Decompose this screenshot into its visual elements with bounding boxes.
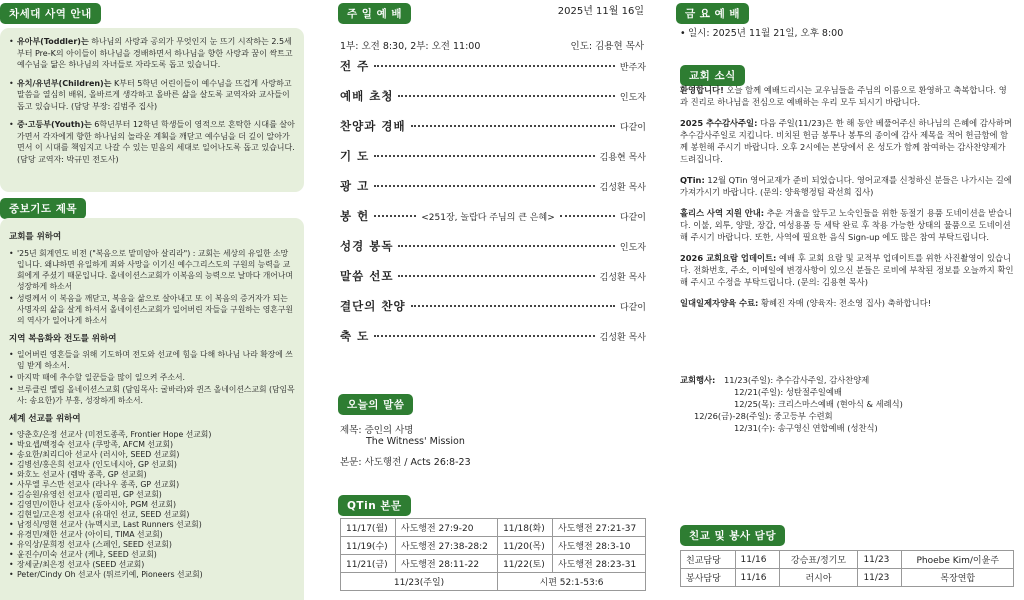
missionary-item: • 사무엘 루스만 선교사 (라나우 종족, GP 선교회)	[9, 480, 295, 490]
missionary-item: • 장세균/최은정 선교사 (SEED 선교회)	[9, 560, 295, 570]
news-item-text: 황혜진 자매 (양육자: 전소영 집사) 축하합니다!	[758, 298, 932, 308]
news-item-head: 2025 추수감사주일:	[680, 118, 758, 128]
news-item-head: 홀리스 사역 지원 안내:	[680, 208, 765, 218]
order-person: 김성환 목사	[599, 333, 646, 343]
missionary-item: • 송요한/최리디아 선교사 (러시아, SEED 선교회)	[9, 450, 295, 460]
order-title: 기 도	[340, 149, 370, 163]
order-title: 봉 헌	[340, 209, 370, 223]
order-person: 김용현 목사	[599, 153, 646, 163]
news-badge: 교회 소식	[680, 65, 745, 86]
qtin-date: 11/20(목)	[498, 537, 553, 555]
region-prayer-item: • 마지막 때에 추수할 일꾼들을 많이 일으켜 주소서.	[9, 372, 295, 383]
order-row	[340, 178, 646, 208]
missionary-item: • 남정식/영현 선교사 (뉴멕시코, Last Runners 선교회)	[9, 520, 295, 530]
nextgen-item	[9, 78, 295, 113]
news-item	[680, 297, 1014, 309]
duty-cell: 11/23	[858, 551, 902, 569]
order-person: 다같이	[619, 303, 646, 313]
qtin-passage: 사도행전 28:23-31	[552, 555, 645, 573]
missionary-item: • 김승원/유영선 선교사 (필리핀, GP 선교회)	[9, 490, 295, 500]
duty-row	[681, 569, 1014, 587]
order-person: 인도자	[619, 93, 646, 103]
news-item-text: 추운 겨울을 앞두고 노숙인들을 위한 동절기 용품 도네이션을 받습니다. 이불, 외투, 양말, 장갑, 여성용품 등 세탁 완료 후 착용 가능한 상태의 물품으로 도네이션해 주시기 바랍니다. 또한, 사역에 필요한 음식 Sign-up 에도 많은 참여 부탁드립니다.	[680, 208, 1013, 242]
missionary-item: • 양춘호/은정 선교사 (미전도종족, Frontier Hope 선교회)	[9, 430, 295, 440]
news-item-text: 12월 QTin 영어교재가 준비 되었습니다. 영어교재를 신청하신 분들은 나가시는 길에 가져가시기 바랍니다. (문의: 양육행정팀 곽선희 집사)	[680, 175, 1012, 197]
friday-info-text: 일시: 2025년 11월 21일, 오후 8:00	[688, 28, 844, 39]
nextgen-item-text: 6학년부터 12학년 학생들이 영적으로 혼탁한 시대를 살아가면서 각자에게 향한 하나님의 놀라운 계획을 깨닫고 예수님을 더 깊이 알아가면서 이 시대를 책임지고 나갈 수 있는 믿음의 세대로 일어나도록 돕고 있습니다. (담당 교역자: 박규민 전도사)	[17, 120, 295, 164]
duty-cell: 11/23	[858, 569, 902, 587]
duty-cell: 친교담당	[681, 551, 736, 569]
sermon-scripture: 본문: 사도행전 / Acts 26:8-23	[340, 457, 471, 468]
church-prayer-item: • '25년 회계연도 비전 ("복음으로 맡미암아 살리라") : 교회는 세상의 유일한 소망입니다. 왜냐하면 유일하게 죄와 사망을 이기신 예수그리스도의 구원의 능력을 교회에게 주셨기 때문입니다. 올네이션스교회가 이복음의 능력으로 날마다 개어나며 성장하게 하소서	[9, 248, 295, 292]
missionary-item: • 유경민/채한 선교사 (아이티, TIMA 선교회)	[9, 530, 295, 540]
qtin-table	[340, 518, 646, 591]
nextgen-item	[9, 119, 295, 165]
qtin-badge: QTin 본문	[338, 495, 411, 516]
order-row	[340, 88, 646, 118]
order-person: 인도자	[619, 243, 646, 253]
nextgen-item-head: 유아부(Toddler)는	[17, 37, 89, 46]
order-title: 예배 초청	[340, 89, 394, 103]
news-item-head: QTin:	[680, 175, 705, 185]
duty-cell: 목장연합	[902, 569, 1014, 587]
nextgen-item-head: 유치/유년부(Children)는	[17, 78, 112, 88]
sermon-title: 제목: 증인의 사명	[340, 425, 414, 436]
order-dots	[374, 185, 594, 187]
news-item-head: 환영합니다!	[680, 85, 724, 95]
duty-badge: 친교 및 봉사 담당	[680, 525, 785, 546]
qtin-date: 11/21(금)	[341, 555, 396, 573]
missionary-item: • 김영민/이한나 선교사 (동아시아, PGM 선교회)	[9, 500, 295, 510]
qtin-passage: 시편 52:1-53:6	[498, 573, 646, 591]
order-title: 성경 봉독	[340, 239, 394, 253]
order-person: 김성환 목사	[599, 273, 646, 283]
right-column	[676, 0, 1022, 582]
order-row	[340, 328, 646, 358]
qtin-row	[341, 573, 646, 591]
order-row	[340, 268, 646, 298]
news-item-text: 다음 주일(11/23)은 한 해 동안 베풀어주신 하나님의 은혜에 감사하며 추수감사주일로 지킵니다. 비치된 헌금 봉투나 봉투의 종이에 감사 제목을 적어 헌금함에 함께 봉헌해 주시기 바랍니다. 오후 2시에는 본당에서 온 성도가 함께 참여하는 감사찬양제가 드려집니다.	[680, 118, 1012, 164]
order-row	[340, 298, 646, 328]
friday-info	[680, 28, 843, 40]
missionary-list	[9, 430, 295, 580]
region-prayer-list	[9, 349, 295, 406]
duty-cell: 강승표/정기모	[779, 551, 858, 569]
duty-row	[681, 551, 1014, 569]
news-item-head: 일대일제자양육 수료:	[680, 298, 759, 308]
missionary-item: • Peter/Cindy Oh 선교사 (튀르키예, Pioneers 선교회)	[9, 570, 295, 580]
news-item	[680, 84, 1014, 108]
worship-date: 2025년 11월 16일	[557, 6, 644, 17]
events-block	[680, 374, 1014, 433]
nextgen-item-text: K부터 5학년 어린이들이 예수님을 뜨겁게 사랑하고 말씀을 열심히 배워, 올바르게 생각하고 올바른 삶을 살도록 교역자와 교사들이 돕고 있습니다. (담당 부장: 김범주 집사)	[17, 78, 292, 111]
qtin-row	[341, 555, 646, 573]
qtin-passage: 사도행전 27:21-37	[552, 519, 645, 537]
order-dots	[374, 65, 615, 67]
qtin-date: 11/17(월)	[341, 519, 396, 537]
mission-heading: 세계 선교를 위하여	[9, 414, 81, 424]
nextgen-item	[9, 36, 295, 71]
event-item: 11/23(주일): 추수감사주일, 감사찬양제	[724, 375, 870, 385]
duty-cell: Phoebe Kim/이윤주	[902, 551, 1014, 569]
service-times: 1부: 오전 8:30, 2부: 오전 11:00	[340, 41, 481, 52]
region-prayer-item: • 일어버린 영혼들을 위해 기도하며 전도와 선교에 힘을 다해 하나님 나라 확장에 쓰임 받게 하소서.	[9, 349, 295, 371]
news-item-text: 오늘 함께 예배드리시는 교우님들을 주님의 이름으로 환영하고 축복합니다. 영과 진리로 하나님을 전심으로 예배하는 우리 모두 되시기 바랍니다.	[680, 85, 1007, 107]
news-item	[680, 174, 1014, 198]
middle-column	[338, 0, 650, 588]
missionary-item: • 김현일/고은정 선교사 (유대인 선교, SEED 선교회)	[9, 510, 295, 520]
news-item	[680, 207, 1014, 243]
event-item: 12/31(수): 송구영신 연합예배 (성찬식)	[734, 423, 878, 433]
worship-order	[340, 58, 646, 358]
order-person: 다같이	[619, 213, 646, 223]
duty-cell: 11/16	[735, 569, 779, 587]
event-item: 12/21(주일): 성탄절주일예배	[734, 387, 842, 397]
nextgen-box	[0, 28, 304, 192]
order-dots	[411, 125, 615, 127]
prayer-box	[0, 218, 304, 600]
events-label: 교회행사:	[680, 375, 716, 385]
qtin-passage: 사도행전 28:3-10	[552, 537, 645, 555]
order-title: 광 고	[340, 179, 370, 193]
duty-cell: 봉사담당	[681, 569, 736, 587]
order-person: 반주자	[619, 63, 646, 73]
order-dots	[398, 95, 614, 97]
qtin-date: 11/18(화)	[498, 519, 553, 537]
order-title: 말씀 선포	[340, 269, 394, 283]
order-dots	[411, 305, 615, 307]
qtin-date: 11/23(주일)	[341, 573, 498, 591]
qtin-passage: 사도행전 27:38-28:2	[395, 537, 497, 555]
event-item: 12/25(목): 크리스마스예배 (현아식 & 세례식)	[734, 399, 903, 409]
order-title: 결단의 찬양	[340, 299, 406, 313]
duty-cell: 11/16	[735, 551, 779, 569]
friday-badge: 금 요 예 배	[676, 3, 749, 24]
church-prayer-item: • 성령께서 이 복음을 깨닫고, 복음을 삶으로 살아내고 또 이 복음의 증거자가 되는 사명자의 삶을 살게 하셔서 올네이션스교회가 일어버린 자들을 구원하는 영혼구원의 역사가 일어나게 하소서	[9, 293, 295, 326]
news-item	[680, 252, 1014, 288]
missionary-item: • 김병선/홍은희 선교사 (인도네시아, GP 선교회)	[9, 460, 295, 470]
order-row	[340, 118, 646, 148]
missionary-item: • 박요셉/백정숙 선교사 (쿠망족, AFCM 선교회)	[9, 440, 295, 450]
order-dots	[374, 335, 594, 337]
qtin-row	[341, 537, 646, 555]
sermon-title-en: The Witness' Mission	[366, 436, 465, 447]
order-hymn: <251장, 놀랍다 주님의 큰 은혜>	[421, 213, 555, 223]
order-title: 축 도	[340, 329, 370, 343]
order-row	[340, 148, 646, 178]
prayer-badge: 중보기도 제목	[0, 198, 86, 219]
qtin-row	[341, 519, 646, 537]
news-item-text: 예배 후 교회 요람 및 교적부 업데이트를 위한 사진촬영이 있습니다. 전화번호, 주소, 이메일에 변경사항이 있으신 분들은 로비에 부착된 정보를 오늘까지 확인해 주시고 수정을 부탁드립니다. (문의: 김용현 목사)	[680, 253, 1014, 287]
qtin-passage: 사도행전 27:9-20	[395, 519, 497, 537]
region-heading: 지역 복음화와 전도를 위하여	[9, 333, 117, 344]
event-item: 12/26(금)-28(주일): 중고등부 수련회	[694, 411, 833, 421]
order-person: 다같이	[619, 123, 646, 133]
qtin-passage: 사도행전 28:11-22	[395, 555, 497, 573]
missionary-item: • 유익상/문희정 선교사 (스페인, SEED 선교회)	[9, 540, 295, 550]
duty-cell: 러시아	[779, 569, 858, 587]
news-item	[680, 117, 1014, 165]
duty-table	[680, 550, 1014, 587]
service-leader: 인도: 김용현 목사	[570, 41, 644, 52]
qtin-date: 11/22(토)	[498, 555, 553, 573]
order-person: 김성환 목사	[599, 183, 646, 193]
worship-badge: 주 일 예 배	[338, 3, 411, 24]
word-badge: 오늘의 말씀	[338, 394, 413, 415]
church-prayer-list	[9, 248, 295, 326]
order-dots	[398, 245, 614, 247]
order-dots	[374, 215, 416, 217]
order-dots	[398, 275, 594, 277]
nextgen-item-text: 하나님의 사랑과 공의가 무엇인지 눈 뜨기 시작하는 2.5세부터 Pre-K의 아이들이 하나님을 경배하면서 하나님을 향한 사랑과 꿈이 싹트고 예수님을 닮은 하나님의 자녀들로 자라도록 돕고 있습니다.	[17, 37, 293, 69]
left-column	[0, 0, 304, 582]
church-heading: 교회를 위하여	[9, 232, 62, 242]
order-dots	[374, 155, 594, 157]
order-dots	[560, 215, 615, 217]
order-row	[340, 238, 646, 268]
order-row	[340, 58, 646, 88]
region-prayer-item: • 브루클린 멜림 올네이션스교회 (담임목사: 굴바라)와 퀸즈 올네이션스교회 (담임목사: 송요한)가 부흥, 성장하게 하소서.	[9, 384, 295, 406]
missionary-item: • 와호노 선교사 (렘박 종족, GP 선교회)	[9, 470, 295, 480]
order-title: 전 주	[340, 59, 370, 73]
church-news	[680, 84, 1014, 318]
qtin-date: 11/19(수)	[341, 537, 396, 555]
missionary-item: • 윤진수/미숙 선교사 (케냐, SEED 선교회)	[9, 550, 295, 560]
order-row	[340, 208, 646, 238]
news-item-head: 2026 교회요람 업데이트:	[680, 253, 777, 263]
order-title: 찬양과 경배	[340, 119, 406, 133]
nextgen-item-head: 중·고등부(Youth)는	[17, 120, 92, 129]
nextgen-badge: 차세대 사역 안내	[0, 3, 101, 24]
